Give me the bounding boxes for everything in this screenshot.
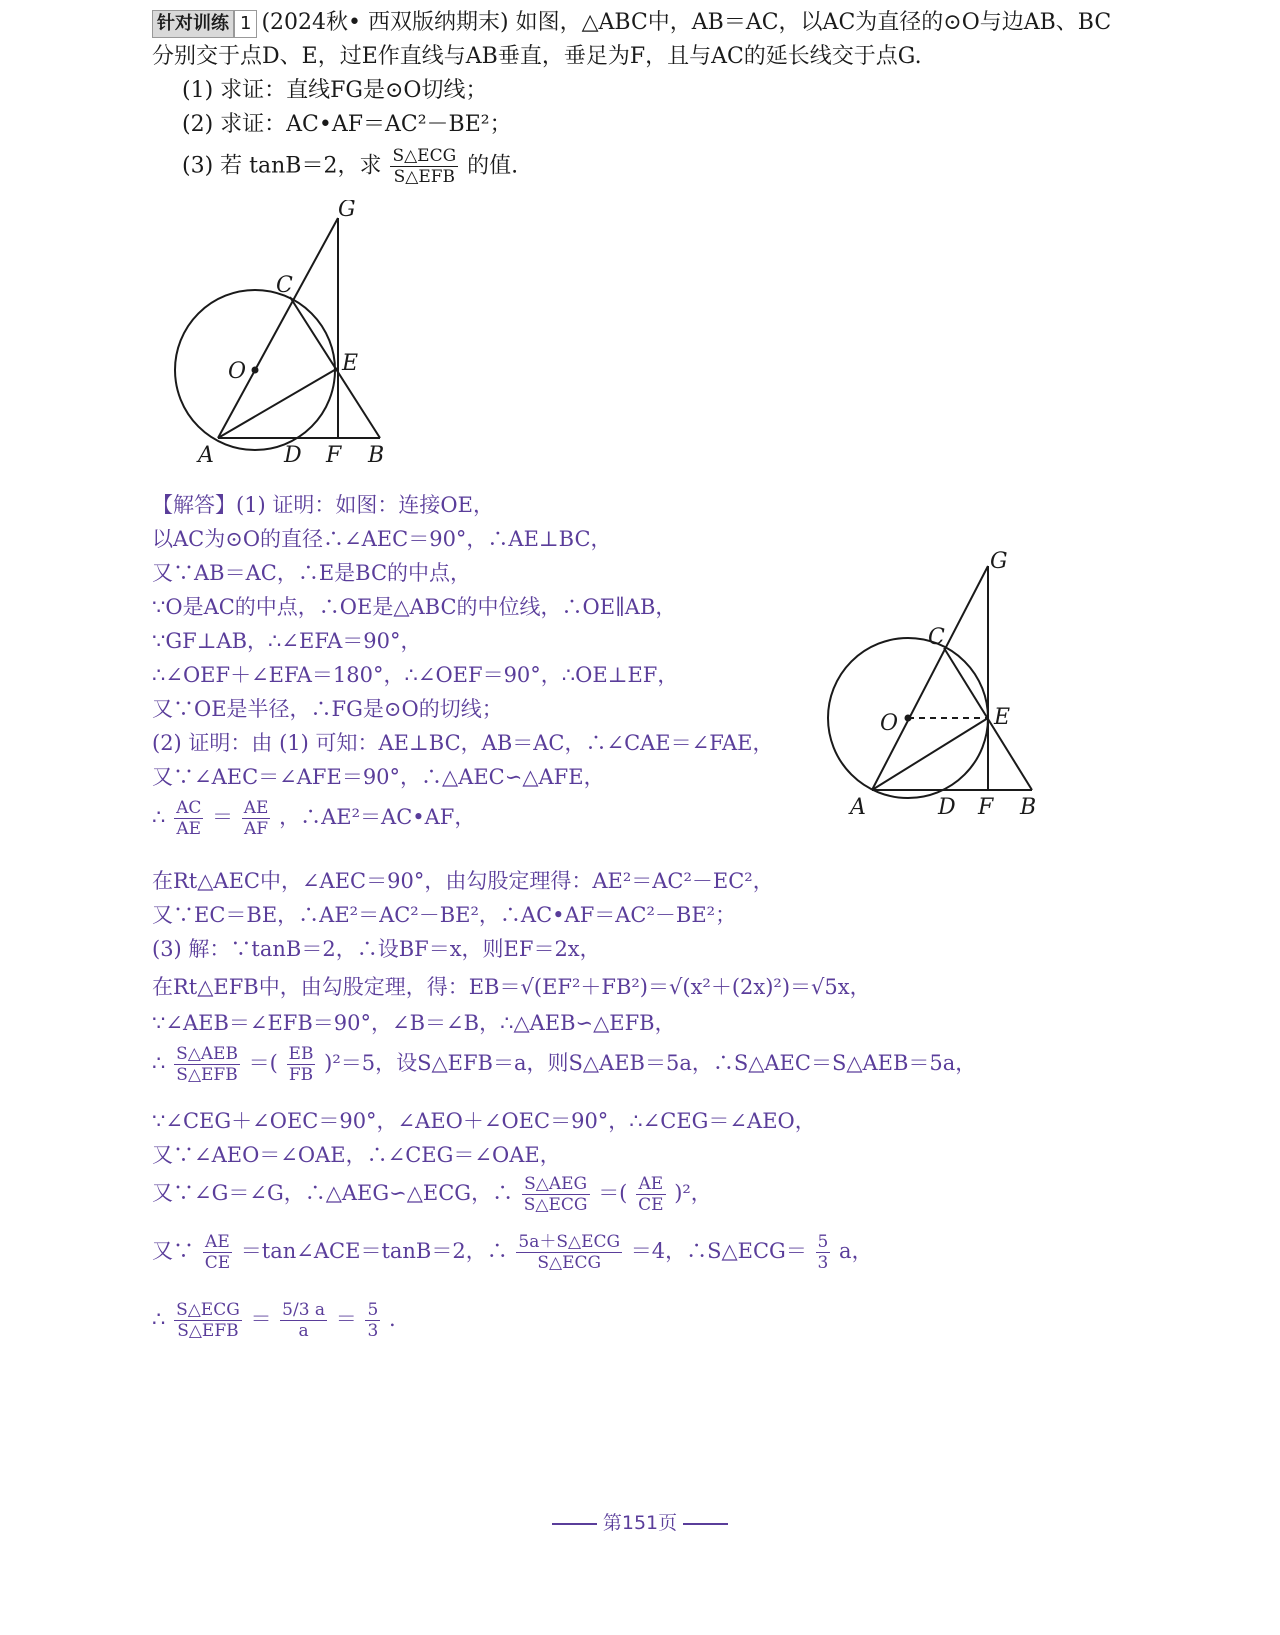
solution-line-8: (2) 证明：由 (1) 可知：AE⊥BC，AB＝AC，∴∠CAE＝∠FAE， — [152, 731, 774, 755]
page-number: 第151页 — [602, 1512, 678, 1534]
q3-fraction: S△ECG S△EFB — [392, 146, 457, 187]
solution-line-17: ∵∠CEG＋∠OEC＝90°，∠AEO＋∠OEC＝90°，∴∠CEG＝∠AEO， — [152, 1109, 816, 1133]
q3-suffix: 的值. — [467, 153, 519, 179]
solution-line-6: ∴∠OEF＋∠EFA＝180°，∴∠OEF＝90°，∴OE⊥EF， — [152, 663, 679, 687]
page-footer — [0, 1508, 1280, 1535]
footer-dash-right — [683, 1523, 728, 1525]
label-a-2: A — [850, 795, 866, 820]
solution-line-13: (3) 解：∵tanB＝2，∴设BF＝x，则EF＝2x， — [152, 937, 601, 961]
solution-line-20: 又∵ $\frac{AE}{CE}$ ＝tan∠ACE＝tanB＝2，∴ 5a＋S△ECG S△ECG ＝4，∴S△ECG＝ $\frac{5}{3}$ a， — [152, 1232, 873, 1273]
label-g-2: G — [990, 550, 1008, 574]
solution-line-9: 又∵∠AEC＝∠AFE＝90°，∴△AEC∽△AFE， — [152, 765, 605, 789]
label-f-2: F — [978, 795, 994, 820]
label-b: B — [368, 443, 385, 468]
problem-line-1 — [152, 6, 1111, 40]
solution-line-3: 又∵AB＝AC，∴E是BC的中点， — [152, 561, 472, 585]
label-f: F — [326, 443, 342, 468]
geometry-figure-2 — [820, 550, 1070, 850]
label-a: A — [198, 443, 214, 468]
geometry-figure-1 — [170, 200, 430, 490]
problem-line-2: 分别交于点D、E，过E作直线与AB垂直，垂足为F，且与AC的延长线交于点G. — [152, 44, 922, 69]
label-d-2: D — [938, 795, 956, 820]
solution-line-19: 又∵∠G＝∠G，∴△AEG∽△ECG，∴ S△AEG S△ECG ＝( $\frac{AE}{CE}$ )²， — [152, 1174, 712, 1215]
q3-prefix: (3) 若 tanB＝2，求 — [182, 153, 382, 179]
solution-line-12: 又∵EC＝BE，∴AE²＝AC²－BE²，∴AC•AF＝AC²－BE²； — [152, 903, 737, 927]
solution-line-18: 又∵∠AEO＝∠OAE，∴∠CEG＝∠OAE， — [152, 1143, 561, 1167]
question-2: (2) 求证：AC•AF＝AC²－BE²； — [182, 112, 512, 137]
label-o: O — [228, 359, 247, 384]
problem-number: 1 — [234, 10, 257, 38]
label-e: E — [342, 351, 359, 376]
label-d: D — [284, 443, 302, 468]
label-o-2: O — [880, 711, 899, 736]
label-g: G — [338, 200, 356, 222]
segment-ag-2 — [872, 566, 988, 790]
segment-ag — [218, 218, 338, 438]
label-c-2: C — [928, 625, 945, 650]
solution-line-4: ∵O是AC的中点，∴OE是△ABC的中位线，∴OE∥AB， — [152, 595, 677, 619]
segment-cb — [290, 297, 380, 438]
question-3 — [182, 146, 518, 187]
solution-line-10: ∴ $\frac{AC}{AE}$ ＝ $\frac{AE}{AF}$ ，∴AE²＝AC•AF， — [152, 798, 476, 839]
solution-line-1: 【解答】(1) 证明：如图：连接OE， — [152, 493, 494, 517]
solution-line-7: 又∵OE是半径，∴FG是⊙O的切线； — [152, 697, 503, 721]
center-o-dot-2 — [905, 715, 912, 722]
solution-line-21: ∴ S△ECG S△EFB ＝ $\frac{5/3 a}{a}$ ＝ $\frac{5}{3}$ . — [152, 1300, 396, 1341]
solution-line-16: ∴ S△AEB S△EFB ＝( $\frac{EB}{FB}$ )²＝5，设S△EFB＝a，则S△AEB＝5a，∴S△AEC＝S△AEB＝5a， — [152, 1044, 977, 1085]
problem-text-1: (2024秋• 西双版纳期末) 如图，△ABC中，AB＝AC，以AC为直径的⊙O与边AB、BC — [261, 10, 1112, 35]
solution-line-5: ∵GF⊥AB，∴∠EFA＝90°， — [152, 629, 422, 653]
solution-line-2: 以AC为⊙O的直径∴∠AEC＝90°，∴AE⊥BC， — [152, 527, 612, 551]
label-c: C — [276, 273, 293, 298]
solution-line-15: ∵∠AEB＝∠EFB＝90°，∠B＝∠B，∴△AEB∽△EFB， — [152, 1011, 676, 1035]
footer-dash-left — [552, 1523, 597, 1525]
label-e-2: E — [994, 705, 1011, 730]
center-o-dot — [252, 367, 259, 374]
question-1: (1) 求证：直线FG是⊙O切线； — [182, 78, 488, 103]
solution-line-14: 在Rt△EFB中，由勾股定理，得：EB＝√(EF²＋FB²)＝√(x²＋(2x)²)＝√5x， — [152, 975, 871, 999]
solution-line-11: 在Rt△AEC中，∠AEC＝90°，由勾股定理得：AE²＝AC²－EC²， — [152, 869, 774, 893]
label-b-2: B — [1020, 795, 1037, 820]
training-tag: 针对训练 — [152, 10, 234, 38]
